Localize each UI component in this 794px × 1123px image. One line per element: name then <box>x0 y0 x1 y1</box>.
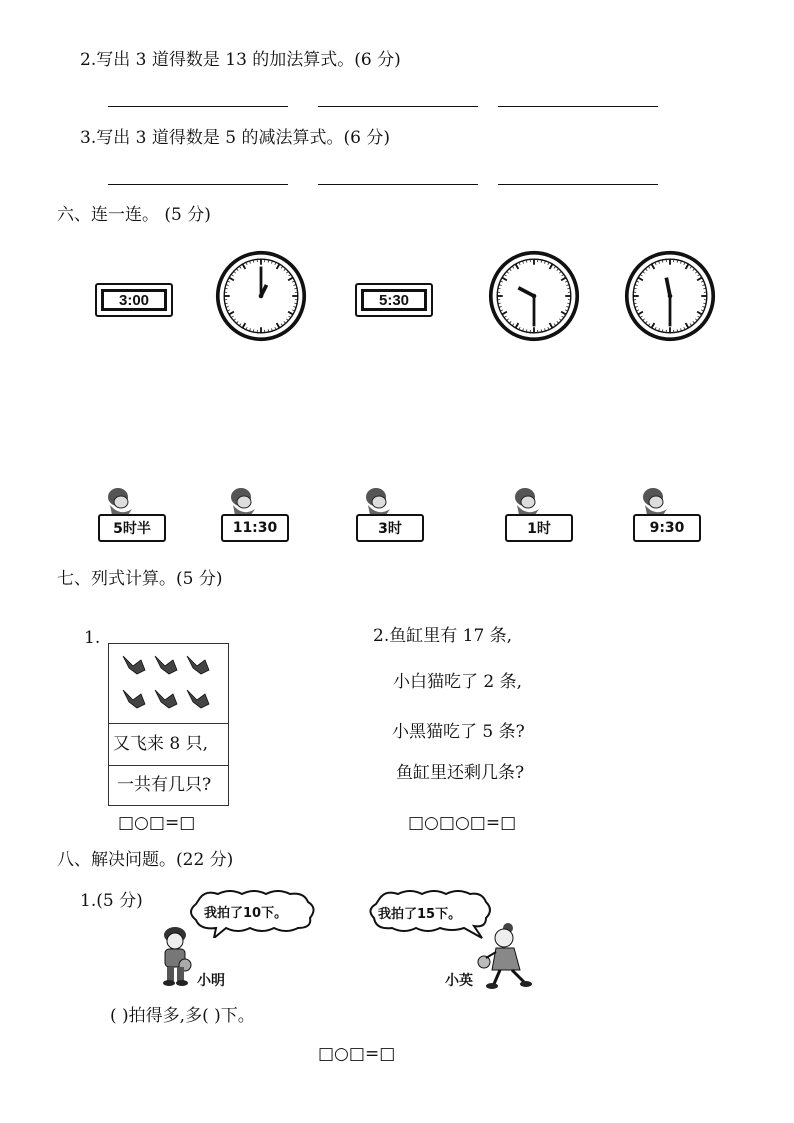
problem-1-number: 1. <box>84 628 101 648</box>
answer-line[interactable] <box>498 106 658 107</box>
clock-icon[interactable] <box>624 250 716 342</box>
problem-1-formula[interactable]: □○□=□ <box>118 813 196 833</box>
answer-line[interactable] <box>498 184 658 185</box>
name-label: 小明 <box>197 973 225 989</box>
digital-clock-time: 3:00 <box>101 289 167 311</box>
answer-line[interactable] <box>108 184 288 185</box>
character-icon <box>362 487 396 517</box>
problem-1-line-2: 一共有几只? <box>117 775 212 795</box>
section-6-title: 六、连一连。 (5 分) <box>57 205 211 225</box>
sign-card[interactable] <box>221 487 291 545</box>
problem-8-1-number: 1.(5 分) <box>80 891 143 911</box>
character-icon <box>511 487 545 517</box>
birds-box <box>108 643 229 806</box>
sign-card[interactable] <box>633 487 703 545</box>
sign-card[interactable] <box>356 487 426 545</box>
section-7-title: 七、列式计算。(5 分) <box>57 569 223 589</box>
answer-line[interactable] <box>318 106 478 107</box>
sign-label: 3时 <box>356 514 424 542</box>
problem-2-formula[interactable]: □○□○□=□ <box>408 813 517 833</box>
problem-8-1-formula[interactable]: □○□=□ <box>318 1044 396 1064</box>
sign-card[interactable] <box>505 487 575 545</box>
problem-2-line-1: 2.鱼缸里有 17 条, <box>373 626 513 646</box>
digital-clock-time: 5:30 <box>361 289 427 311</box>
name-label: 小英 <box>445 973 473 989</box>
boy-icon <box>155 925 197 987</box>
character-icon <box>639 487 673 517</box>
sign-label: 5时半 <box>98 514 166 542</box>
answer-line[interactable] <box>108 106 288 107</box>
question-3-text: 3.写出 3 道得数是 5 的减法算式。(6 分) <box>80 128 390 148</box>
problem-2-line-4: 鱼缸里还剩几条? <box>396 763 525 783</box>
girl-icon <box>474 918 534 990</box>
digital-clock[interactable] <box>95 283 173 317</box>
speech-bubble-text: 我拍了10下。 <box>204 906 288 921</box>
sign-label: 9:30 <box>633 514 701 542</box>
sign-card[interactable] <box>98 487 168 545</box>
answer-sentence[interactable]: ( )拍得多,多( )下。 <box>110 1006 255 1026</box>
digital-clock[interactable] <box>355 283 433 317</box>
character-icon <box>104 487 138 517</box>
problem-2-line-3: 小黑猫吃了 5 条? <box>392 722 525 742</box>
sign-label: 11:30 <box>221 514 289 542</box>
character-icon <box>227 487 261 517</box>
problem-1-line-1: 又飞来 8 只, <box>113 734 209 754</box>
problem-2-line-2: 小白猫吃了 2 条, <box>393 672 523 692</box>
answer-line[interactable] <box>318 184 478 185</box>
birds-icon <box>119 648 219 720</box>
question-2-text: 2.写出 3 道得数是 13 的加法算式。(6 分) <box>80 50 401 70</box>
clock-icon[interactable] <box>488 250 580 342</box>
clock-icon[interactable] <box>215 250 307 342</box>
section-8-title: 八、解决问题。(22 分) <box>57 850 234 870</box>
speech-bubble-text: 我拍了15下。 <box>378 907 462 922</box>
sign-label: 1时 <box>505 514 573 542</box>
